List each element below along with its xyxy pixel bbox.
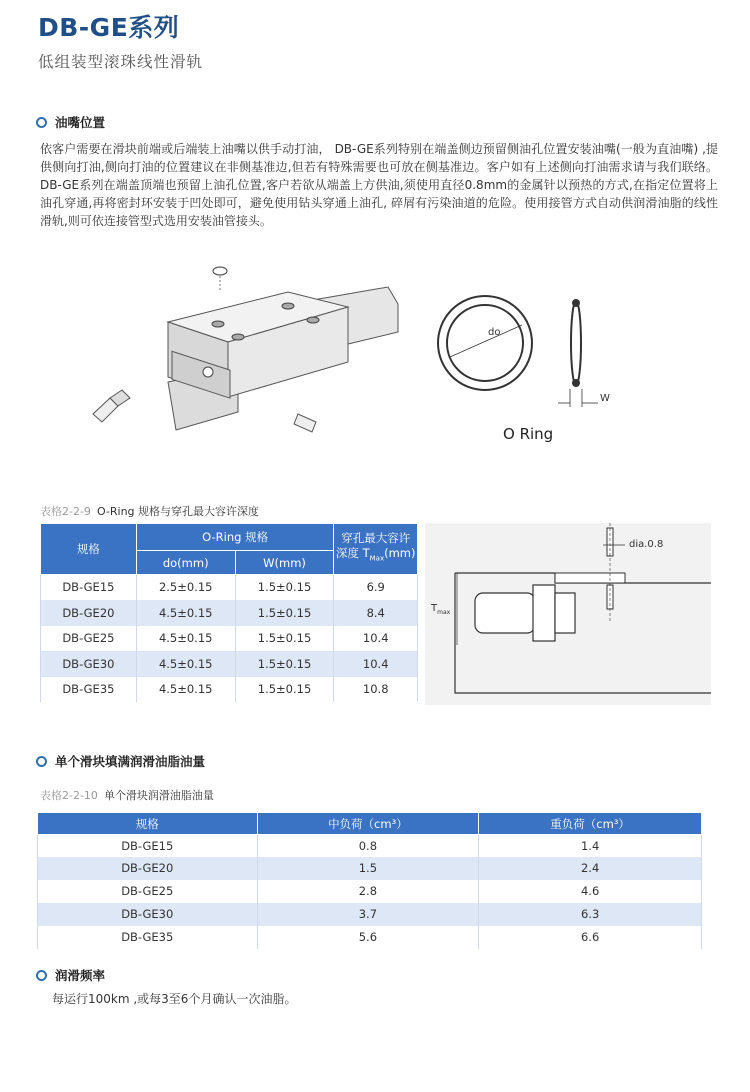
grease-nipple-left bbox=[93, 390, 130, 422]
header-tmax bbox=[334, 524, 418, 575]
cell-heavy: 6.3 bbox=[479, 903, 702, 926]
page-subtitle: 低组装型滚珠线性滑轨 bbox=[38, 53, 204, 71]
oring-spec-table bbox=[40, 523, 418, 702]
section-heading-text: 油嘴位置 bbox=[55, 115, 106, 130]
cell-spec: DB-GE35 bbox=[38, 926, 258, 949]
section-heading-grease-amount bbox=[36, 752, 205, 770]
lube-frequency-text: 每运行100km ,或每3至6个月确认一次油脂。 bbox=[52, 992, 297, 1006]
oring-label: O Ring bbox=[503, 425, 554, 443]
cell-mid: 1.5 bbox=[257, 857, 479, 880]
table1-caption-id: 表格2-2-9 bbox=[40, 505, 91, 518]
table-row bbox=[38, 903, 702, 926]
cell-w: 1.5±0.15 bbox=[235, 626, 334, 651]
table-row bbox=[38, 857, 702, 880]
cell-spec: DB-GE30 bbox=[41, 651, 137, 677]
table2-caption-id: 表格2-2-10 bbox=[40, 789, 98, 802]
table-row bbox=[41, 626, 418, 651]
oring-drawing bbox=[430, 285, 630, 415]
linear-guide-illustration bbox=[88, 262, 408, 452]
do-dimension-line bbox=[450, 325, 522, 357]
tmax-sub: max bbox=[437, 609, 451, 616]
cell-spec: DB-GE15 bbox=[41, 575, 137, 600]
table-row bbox=[41, 651, 418, 677]
table-row bbox=[41, 600, 418, 626]
cell-mid: 3.7 bbox=[257, 903, 479, 926]
header-spec: 规格 bbox=[38, 813, 258, 835]
table-row bbox=[38, 835, 702, 857]
tmax-label: T bbox=[431, 603, 438, 614]
cell-heavy: 4.6 bbox=[479, 880, 702, 903]
cell-heavy: 6.6 bbox=[479, 926, 702, 949]
table2-caption bbox=[40, 787, 214, 803]
cell-spec: DB-GE25 bbox=[38, 880, 258, 903]
header-heavy-load: 重负荷（cm³） bbox=[479, 813, 702, 835]
header-do: do(mm) bbox=[136, 551, 235, 575]
tmax-section-drawing bbox=[425, 523, 711, 705]
cell-heavy: 2.4 bbox=[479, 857, 702, 880]
table1-caption-text: O-Ring 规格与穿孔最大容许深度 bbox=[96, 505, 260, 518]
oring-side-section bbox=[571, 301, 581, 385]
cell-spec: DB-GE35 bbox=[41, 677, 137, 702]
bullet-icon bbox=[36, 970, 47, 981]
w-label: W bbox=[600, 393, 610, 404]
cell-t: 6.9 bbox=[334, 575, 418, 600]
page-title: DB-GE系列 bbox=[38, 13, 180, 42]
cell-do: 2.5±0.15 bbox=[136, 575, 235, 600]
header-tmax-line1: 穿孔最大容许 bbox=[341, 531, 411, 546]
section-heading-lube-frequency bbox=[36, 966, 105, 984]
header-mid-load: 中负荷（cm³） bbox=[257, 813, 479, 835]
cell-spec: DB-GE20 bbox=[41, 600, 137, 626]
table1-caption bbox=[40, 503, 259, 519]
cell-w: 1.5±0.15 bbox=[235, 651, 334, 677]
cell-t: 10.4 bbox=[334, 651, 418, 677]
small-oring-shape bbox=[213, 267, 227, 275]
header-w: W(mm) bbox=[235, 551, 334, 575]
cell-w: 1.5±0.15 bbox=[235, 600, 334, 626]
cell-w: 1.5±0.15 bbox=[235, 575, 334, 600]
oil-nozzle-paragraph: 依客户需要在滑块前端或后端装上油嘴以供手动打油， DB-GE系列特别在端盖侧边预留侧油孔位置安装油嘴(一般为直油嘴) ,提供侧向打油,侧向打油的位置建议在非侧基准边,但若有特殊需要也可放在侧基准边。客户如有上述侧向打油需求请与我们联络。DB-GE系列在端盖顶端也预留上油孔位置,客户若欲从端盖上方供油,须使用直径0.8mm的金属针以预热的方式,在指定位置将上油孔穿通,再将密封环安装于凹处即可，避免使用钻头穿通上油孔, 碎屑有污染油道的危险。使用接管方式自动供润滑油脂的线性滑轨,则可依连接管型式选用安装油管接头。 bbox=[40, 142, 718, 228]
header-tmax-unit: (mm) bbox=[384, 546, 416, 561]
cell-spec: DB-GE30 bbox=[38, 903, 258, 926]
table-row bbox=[41, 677, 418, 702]
table-row bbox=[41, 575, 418, 600]
bullet-icon bbox=[36, 756, 47, 767]
cell-spec: DB-GE15 bbox=[38, 835, 258, 857]
grease-nipple-right bbox=[294, 414, 316, 432]
section-heading-oil-nozzle bbox=[36, 113, 105, 131]
cell-do: 4.5±0.15 bbox=[136, 651, 235, 677]
cell-do: 4.5±0.15 bbox=[136, 626, 235, 651]
cell-spec: DB-GE20 bbox=[38, 857, 258, 880]
cell-do: 4.5±0.15 bbox=[136, 677, 235, 702]
cell-mid: 0.8 bbox=[257, 835, 479, 857]
cell-t: 10.8 bbox=[334, 677, 418, 702]
table-row bbox=[38, 880, 702, 903]
section-heading-text: 润滑频率 bbox=[55, 968, 106, 983]
dia-label: dia.0.8 bbox=[629, 539, 664, 550]
cell-heavy: 1.4 bbox=[479, 835, 702, 857]
table-row bbox=[38, 926, 702, 949]
grease-amount-table bbox=[37, 812, 702, 949]
do-label: do bbox=[488, 327, 501, 338]
cell-t: 8.4 bbox=[334, 600, 418, 626]
header-spec: 规格 bbox=[41, 524, 137, 575]
cell-t: 10.4 bbox=[334, 626, 418, 651]
cell-mid: 2.8 bbox=[257, 880, 479, 903]
cell-mid: 5.6 bbox=[257, 926, 479, 949]
header-tmax-sub: Max bbox=[369, 554, 385, 563]
cell-spec: DB-GE25 bbox=[41, 626, 137, 651]
cell-do: 4.5±0.15 bbox=[136, 600, 235, 626]
header-tmax-line2: 深度 T bbox=[335, 546, 370, 561]
section-heading-text: 单个滑块填满润滑油脂油量 bbox=[55, 754, 206, 769]
cell-w: 1.5±0.15 bbox=[235, 677, 334, 702]
header-oring-group: O-Ring 规格 bbox=[136, 524, 334, 551]
bullet-icon bbox=[36, 117, 47, 128]
table2-caption-text: 单个滑块润滑油脂油量 bbox=[103, 789, 214, 802]
pin-shape bbox=[607, 528, 613, 556]
